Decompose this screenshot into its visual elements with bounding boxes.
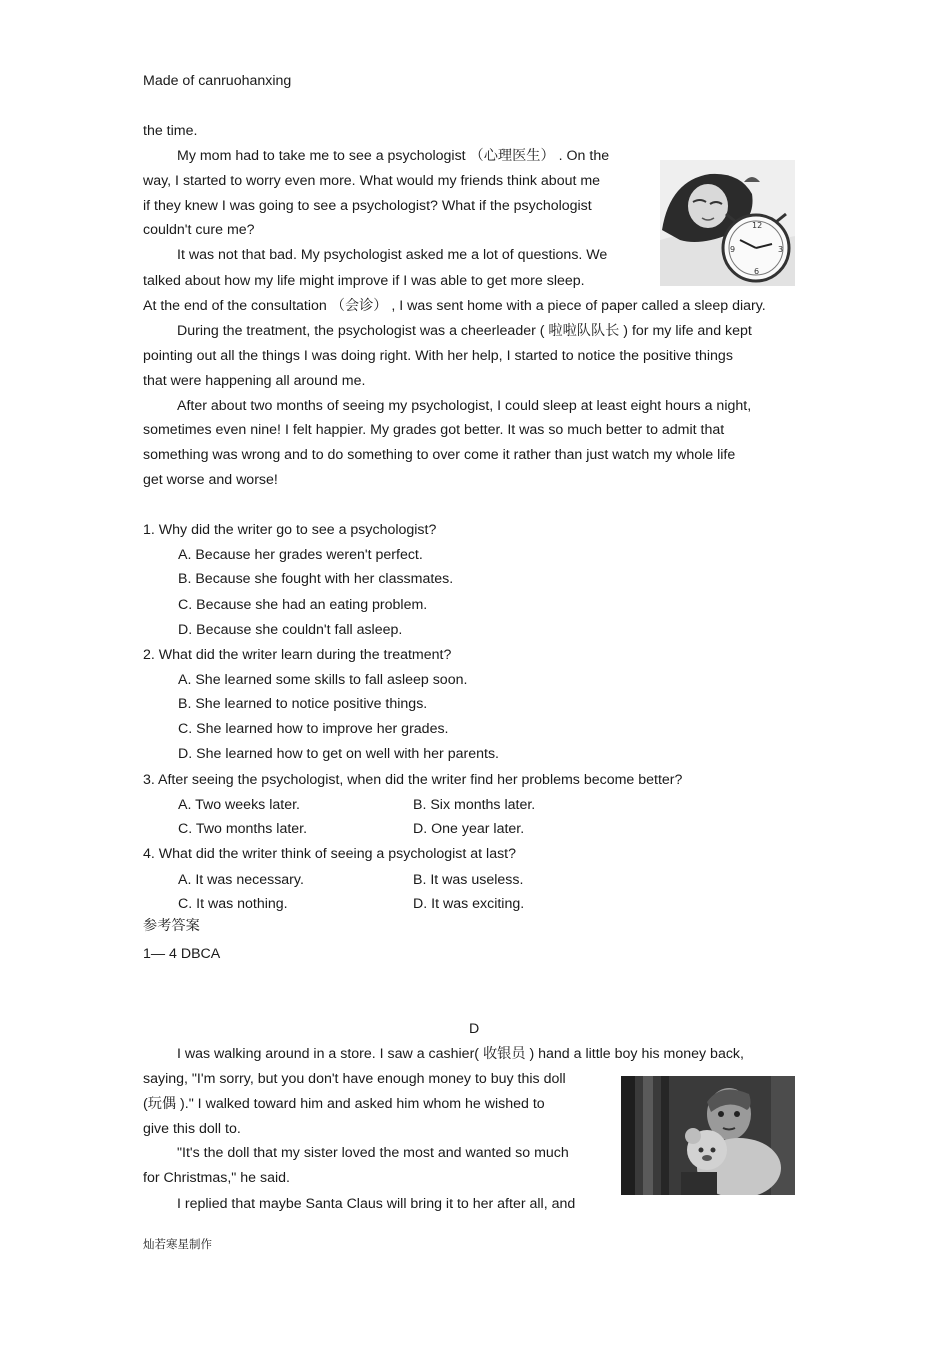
passage-c-line: something was wrong and to do something to over come it rather than just watch my whole life: [143, 447, 736, 463]
question-option: B. It was useless.: [413, 872, 524, 888]
passage-d-line: (玩偶 )." I walked toward him and asked him whom he wished to: [143, 1096, 545, 1112]
passage-c-line: My mom had to take me to see a psychologist （心理医生） . On the: [177, 148, 610, 164]
page-header: Made of canruohanxing: [143, 73, 292, 89]
passage-d-line: for Christmas," he said.: [143, 1170, 290, 1186]
boy-with-teddy-bear-photo: [621, 1076, 795, 1195]
passage-c-line: get worse and worse!: [143, 472, 278, 488]
question: 2. What did the writer learn during the treatment?: [143, 647, 452, 663]
question-option: C. It was nothing.: [178, 896, 288, 912]
passage-d-line: I was walking around in a store. I saw a cashier( 收银员 ) hand a little boy his money back,: [177, 1046, 744, 1062]
passage-d-line: saying, "I'm sorry, but you don't have enough money to buy this doll: [143, 1071, 566, 1087]
question-option: C. Because she had an eating problem.: [178, 597, 428, 613]
question-option: B. She learned to notice positive things.: [178, 696, 428, 712]
answer-key: 1— 4 DBCA: [143, 946, 221, 962]
question-option: A. Because her grades weren't perfect.: [178, 547, 423, 563]
question: 1. Why did the writer go to see a psychologist?: [143, 522, 437, 538]
question-option: C. Two months later.: [178, 821, 308, 837]
passage-c-line: couldn't cure me?: [143, 222, 255, 238]
sleeping-girl-clock-photo: [660, 160, 795, 286]
question-option: B. Six months later.: [413, 797, 536, 813]
question-option: A. Two weeks later.: [178, 797, 300, 813]
passage-c-line: It was not that bad. My psychologist asked me a lot of questions. We: [177, 247, 608, 263]
passage-c-line: pointing out all the things I was doing right. With her help, I started to notice the positive things: [143, 348, 733, 364]
passage-d-line: give this doll to.: [143, 1121, 241, 1137]
question-option: D. Because she couldn't fall asleep.: [178, 622, 403, 638]
passage-d-line: "It's the doll that my sister loved the most and wanted so much: [177, 1145, 569, 1161]
answer-title: 参考答案: [143, 918, 200, 934]
question-option: D. She learned how to get on well with her parents.: [178, 746, 499, 762]
passage-c-line: way, I started to worry even more. What would my friends think about me: [143, 173, 601, 189]
question-option: A. She learned some skills to fall asleep soon.: [178, 672, 468, 688]
section-title: D: [469, 1021, 480, 1037]
passage-c-line: sometimes even nine! I felt happier. My grades got better. It was so much better to admit that: [143, 422, 725, 438]
question-option: C. She learned how to improve her grades.: [178, 721, 449, 737]
question-option: D. It was exciting.: [413, 896, 525, 912]
passage-c-line: During the treatment, the psychologist was a cheerleader ( 啦啦队队长 ) for my life and kept: [177, 323, 752, 339]
svg-text:9: 9: [730, 245, 736, 254]
question-option: D. One year later.: [413, 821, 525, 837]
passage-c-line: if they knew I was going to see a psychologist? What if the psychologist: [143, 198, 592, 214]
passage-c-line: the time.: [143, 123, 198, 139]
passage-c-line: At the end of the consultation （会诊） , I was sent home with a piece of paper called a sleep diary.: [143, 298, 766, 314]
question-option: B. Because she fought with her classmates.: [178, 571, 454, 587]
question: 3. After seeing the psychologist, when did the writer find her problems become better?: [143, 772, 683, 788]
svg-text:6: 6: [754, 267, 760, 276]
svg-text:3: 3: [778, 245, 784, 254]
page-footer: 灿若寒星制作: [143, 1239, 212, 1251]
question-option: A. It was necessary.: [178, 872, 304, 888]
passage-c-line: that were happening all around me.: [143, 373, 366, 389]
passage-d-line: I replied that maybe Santa Claus will bring it to her after all, and: [177, 1196, 576, 1212]
svg-text:12: 12: [752, 221, 763, 230]
passage-c-line: talked about how my life might improve if I was able to get more sleep.: [143, 273, 585, 289]
passage-c-line: After about two months of seeing my psychologist, I could sleep at least eight hours a night,: [177, 398, 752, 414]
question: 4. What did the writer think of seeing a psychologist at last?: [143, 846, 517, 862]
